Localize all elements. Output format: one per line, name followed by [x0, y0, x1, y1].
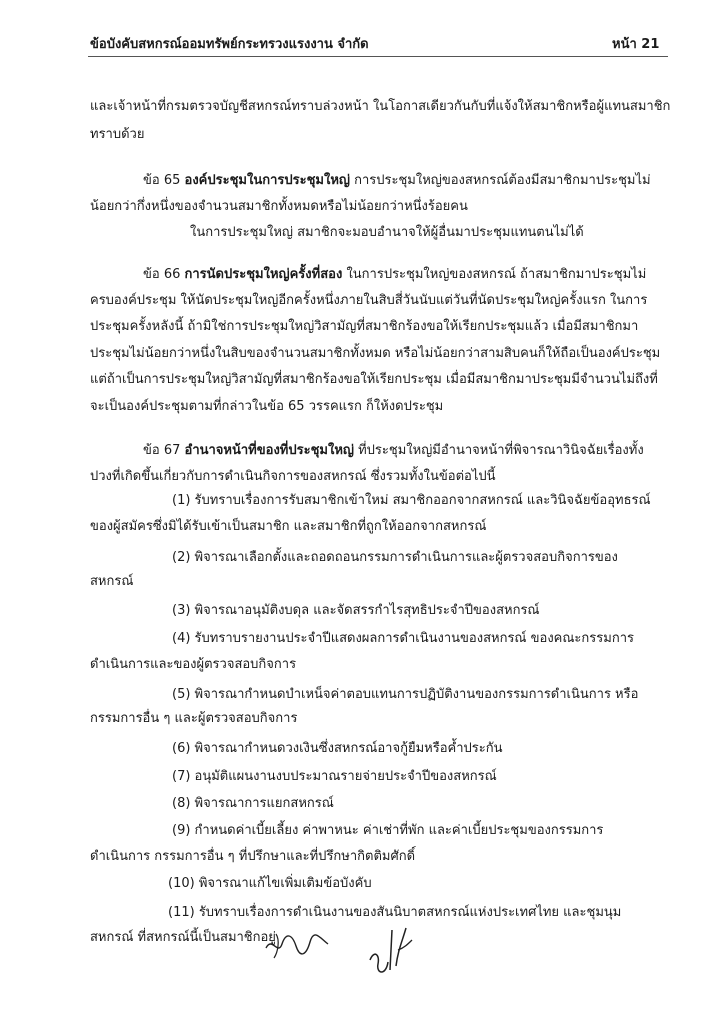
article-65-line	[143, 172, 651, 190]
list-item: (10) พิจารณาแก้ไขเพิ่มเติมข้อบังคับ	[168, 876, 372, 891]
text-line: ในการประชุมใหญ่ สมาชิกจะมอบอำนาจให้ผู้อื่นมาประชุมแทนตนไม่ได้	[190, 225, 584, 240]
list-item: (11) รับทราบเรื่องการดำเนินงานของสันนิบาตสหกรณ์แห่งประเทศไทย และชุมนุม	[168, 905, 622, 920]
text-line: ปวงที่เกิดขึ้นเกี่ยวกับการดำเนินกิจการของสหกรณ์ ซึ่งรวมทั้งในข้อต่อไปนี้	[90, 469, 496, 484]
list-item: (5) พิจารณากำหนดบำเหน็จค่าตอบแทนการปฏิบัติงานของกรรมการดำเนินการ หรือ	[172, 687, 639, 702]
header-divider	[88, 56, 668, 57]
text-line: ประชุมไม่น้อยกว่าหนึ่งในสิบของจำนวนสมาชิกทั้งหมด หรือไม่น้อยกว่าสามสิบคนก็ให้ถือเป็นองค์ประชุม	[90, 346, 661, 361]
text-line: และเจ้าหน้าที่กรมตรวจบัญชีสหกรณ์ทราบล่วงหน้า ในโอกาสเดียวกันกับที่แจ้งให้สมาชิกหรือผู้แทนสมาชิก	[90, 99, 671, 114]
list-item-continuation: ดำเนินการและของผู้ตรวจสอบกิจการ	[90, 657, 297, 672]
article-66-heading: การนัดประชุมใหญ่ครั้งที่สอง	[184, 267, 343, 282]
article-67-text: ที่ประชุมใหญ่มีอำนาจหน้าที่พิจารณาวินิจฉัยเรื่องทั้ง	[358, 443, 644, 458]
list-item: (2) พิจารณาเลือกตั้งและถอดถอนกรรมการดำเนินการและผู้ตรวจสอบกิจการของ	[172, 550, 618, 565]
list-item: (3) พิจารณาอนุมัติงบดุล และจัดสรรกำไรสุทธิประจำปีของสหกรณ์	[172, 603, 540, 618]
text-line: จะเป็นองค์ประชุมตามที่กล่าวในข้อ 65 วรรคแรก ก็ให้งดประชุม	[90, 399, 444, 414]
page-number-value: 21	[641, 37, 660, 52]
article-65-text: การประชุมใหญ่ของสหกรณ์ต้องมีสมาชิกมาประชุมไม่	[354, 173, 651, 188]
list-item: (8) พิจารณาการแยกสหกรณ์	[172, 796, 334, 811]
signature-1	[262, 926, 332, 966]
signature-2	[362, 920, 422, 980]
document-header-title: ข้อบังคับสหกรณ์ออมทรัพย์กระทรวงแรงงาน จำกัด	[90, 37, 369, 52]
article-67-line	[143, 442, 644, 460]
list-item-continuation: สหกรณ์ ที่สหกรณ์นี้เป็นสมาชิกอยู่	[90, 930, 276, 945]
list-item-continuation: ดำเนินการ กรรมการอื่น ๆ ที่ปรึกษาและที่ปรึกษากิตติมศักดิ์	[90, 849, 416, 864]
page-number	[612, 36, 659, 54]
list-item: (9) กำหนดค่าเบี้ยเลี้ยง ค่าพาหนะ ค่าเช่าที่พัก และค่าเบี้ยประชุมของกรรมการ	[172, 823, 604, 838]
article-66-number: ข้อ 66	[143, 267, 181, 282]
article-65-heading: องค์ประชุมในการประชุมใหญ่	[184, 173, 350, 188]
article-66-line	[143, 266, 646, 284]
list-item: (7) อนุมัติแผนงานงบประมาณรายจ่ายประจำปีของสหกรณ์	[172, 769, 497, 784]
list-item-continuation: สหกรณ์	[90, 574, 134, 589]
list-item: (1) รับทราบเรื่องการรับสมาชิกเข้าใหม่ สมาชิกออกจากสหกรณ์ และวินิจฉัยข้ออุทธรณ์	[172, 493, 651, 508]
article-66-text: ในการประชุมใหญ่ของสหกรณ์ ถ้าสมาชิกมาประชุมไม่	[346, 267, 647, 282]
list-item: (4) รับทราบรายงานประจำปีแสดงผลการดำเนินงานของสหกรณ์ ของคณะกรรมการ	[172, 631, 634, 646]
text-line: ทราบด้วย	[90, 127, 145, 142]
article-67-heading: อำนาจหน้าที่ของที่ประชุมใหญ่	[184, 443, 354, 458]
list-item-continuation: ของผู้สมัครซึ่งมิได้รับเข้าเป็นสมาชิก และสมาชิกที่ถูกให้ออกจากสหกรณ์	[90, 519, 487, 534]
text-line: ประชุมครั้งหลังนี้ ถ้ามิใช่การประชุมใหญ่วิสามัญที่สมาชิกร้องขอให้เรียกประชุมแล้ว เมื่อมีสมาชิกมา	[90, 319, 639, 334]
text-line: ครบองค์ประชุม ให้นัดประชุมใหญ่อีกครั้งหนึ่งภายในสิบสี่วันนับแต่วันที่นัดประชุมใหญ่ครั้งแรก ในการ	[90, 293, 648, 308]
text-line: แต่ถ้าเป็นการประชุมใหญ่วิสามัญที่สมาชิกร้องขอให้เรียกประชุม เมื่อมีสมาชิกมาประชุมมีจำนวนไม่ถึงที่	[90, 372, 658, 387]
list-item: (6) พิจารณากำหนดวงเงินซึ่งสหกรณ์อาจกู้ยืมหรือค้ำประกัน	[172, 741, 503, 756]
list-item-continuation: กรรมการอื่น ๆ และผู้ตรวจสอบกิจการ	[90, 711, 298, 726]
text-line: น้อยกว่ากึ่งหนึ่งของจำนวนสมาชิกทั้งหมดหรือไม่น้อยกว่าหนึ่งร้อยคน	[90, 199, 468, 214]
page-label: หน้า	[612, 37, 637, 52]
article-65-number: ข้อ 65	[143, 173, 181, 188]
article-67-number: ข้อ 67	[143, 443, 181, 458]
